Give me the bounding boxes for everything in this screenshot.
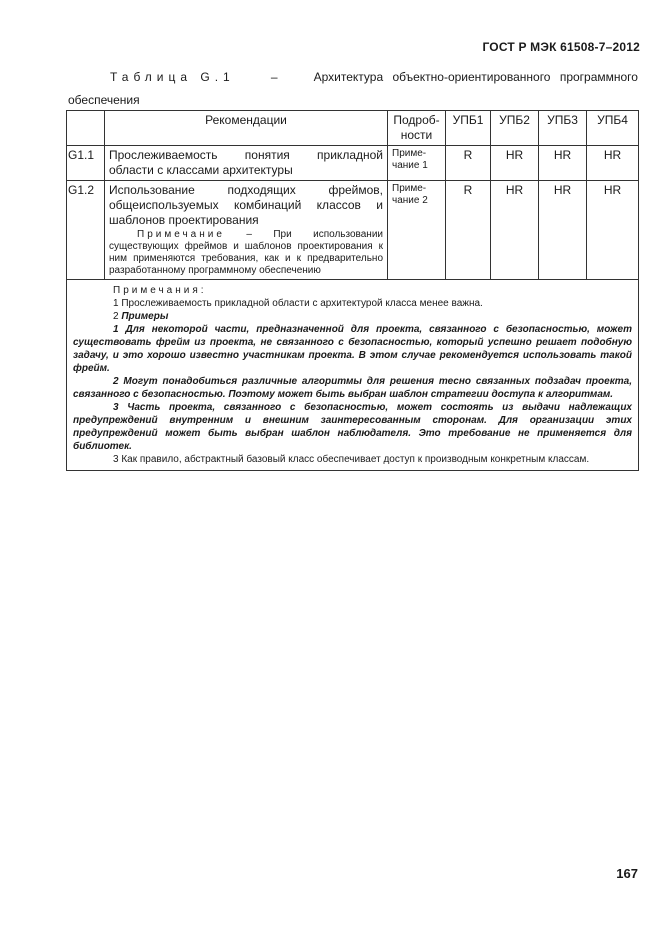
row-upb4: HR <box>587 181 639 280</box>
notes-title: Примечания: <box>113 285 207 296</box>
note-2-title: Примеры <box>121 311 169 322</box>
header-upb4: УПБ4 <box>587 111 639 146</box>
header-upb3: УПБ3 <box>539 111 587 146</box>
note-2 <box>73 310 632 323</box>
caption-dash: – <box>270 70 278 84</box>
row-upb2: HR <box>491 181 539 280</box>
header-code <box>67 111 105 146</box>
note-1: 1 Прослеживаемость прикладной области с архитектурой класса менее важна. <box>113 298 483 309</box>
notes-cell <box>67 280 639 471</box>
notes-row <box>67 280 639 471</box>
row-code: G1.2 <box>67 181 105 280</box>
row-details-line1: Приме- <box>392 148 427 159</box>
row-note <box>109 229 383 277</box>
note-3: 3 Как правило, абстрактный базовый класс обеспечивает доступ к производным конкретным классам. <box>113 454 590 465</box>
row-details <box>388 181 446 280</box>
header-details <box>388 111 446 146</box>
header-recommendations: Рекомендации <box>105 111 388 146</box>
row-recommendation: Использование подходящих фреймов, общеиспользуемых комбинаций классов и шаблонов проектирования <box>109 183 383 227</box>
caption-label: Таблица G.1 <box>110 70 235 84</box>
table-header-row <box>67 111 639 146</box>
row-upb3: HR <box>539 181 587 280</box>
row-upb1: R <box>446 181 491 280</box>
row-upb2: HR <box>491 146 539 181</box>
header-upb2: УПБ2 <box>491 111 539 146</box>
architecture-table <box>66 110 639 471</box>
row-recommendation: Прослеживаемость понятия прикладной области с классами архитектуры <box>105 146 388 181</box>
table-row <box>67 146 639 181</box>
document-header: ГОСТ Р МЭК 61508-7–2012 <box>482 40 640 54</box>
row-upb1: R <box>446 146 491 181</box>
caption-title-part1: Архитектура объектно-ориентированного программного <box>313 70 638 84</box>
row-note-label: Примечание <box>137 229 225 240</box>
row-recommendation-cell <box>105 181 388 280</box>
example-2: 2 Могут понадобиться различные алгоритмы для решения тесно связанных подзадач проекта, связанного с безопасностью. Поэтому может быть выбран шаблон стратегии доступа к алгоритмам. <box>73 376 632 400</box>
row-note-text: – При использовании существующих фреймов и шаблонов проектирования к ним применяются требования, как и к предварительно разработанному программному обеспечению <box>109 229 383 276</box>
row-details <box>388 146 446 181</box>
header-details-line1: Подроб- <box>393 113 440 127</box>
row-upb3: HR <box>539 146 587 181</box>
caption-title-part2: обеспечения <box>68 93 140 107</box>
page-number: 167 <box>616 866 638 881</box>
row-details-line2: чание 1 <box>392 160 428 171</box>
example-1: 1 Для некоторой части, предназначенной для проекта, связанного с безопасностью, может существовать фрейм из проекта, не связанного с безопасностью, который успешно решает подобную задачу, и это хорошо известно участникам проекта. В этом случае рекомендуется использовать такой фрейм. <box>73 324 632 374</box>
table-row <box>67 181 639 280</box>
table-caption <box>68 66 638 112</box>
caption-line-1 <box>68 66 638 89</box>
header-details-line2: ности <box>400 128 433 142</box>
row-code: G1.1 <box>67 146 105 181</box>
row-details-line2: чание 2 <box>392 195 428 206</box>
row-upb4: HR <box>587 146 639 181</box>
note-2-prefix: 2 <box>113 311 122 322</box>
header-upb1: УПБ1 <box>446 111 491 146</box>
example-3: 3 Часть проекта, связанного с безопасностью, может состоять из выдачи надлежащих предупреждений внутренним и внешним заинтересованным сторонам. Для организации этих предупреждений может быть выбран шаблон наблюдателя. Это требование не применяется для библиотек. <box>73 402 632 452</box>
row-details-line1: Приме- <box>392 183 427 194</box>
